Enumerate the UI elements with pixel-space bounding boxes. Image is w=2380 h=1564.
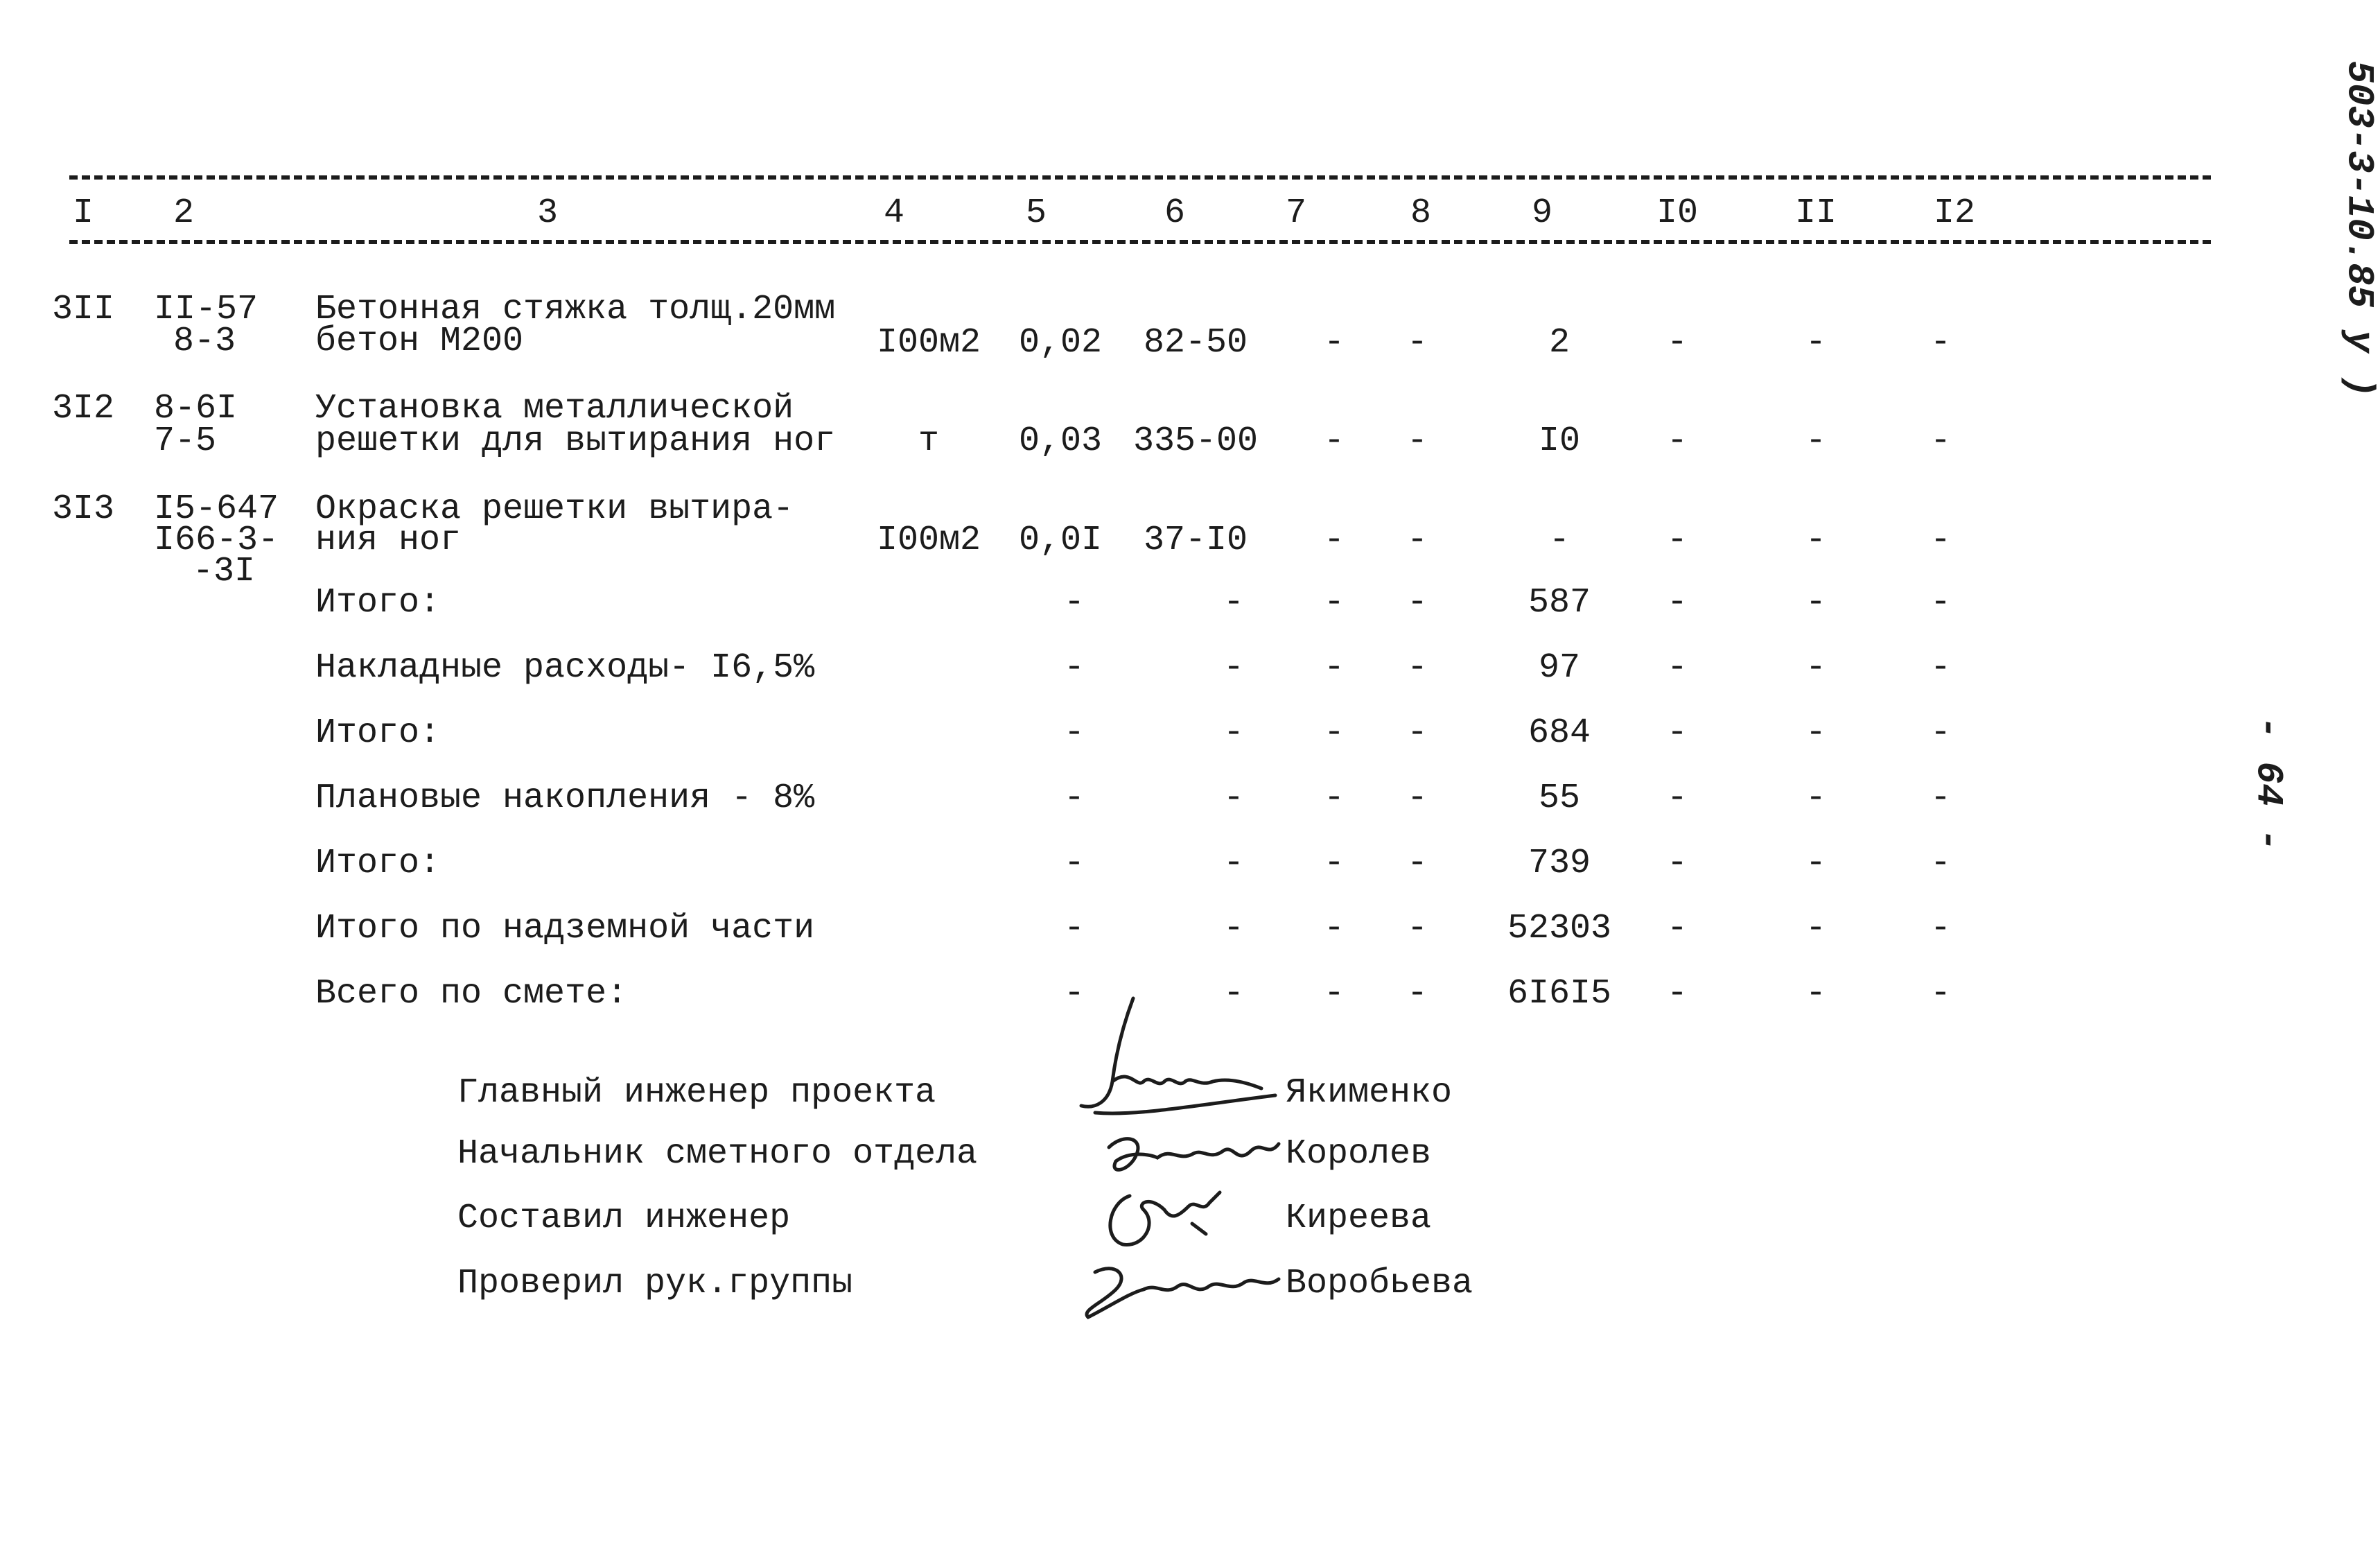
row-col8: - xyxy=(1406,521,1428,560)
total-col9: 6I6I5 xyxy=(1507,974,1612,1014)
total-col6: - xyxy=(1223,909,1244,948)
row-quantity: 0,02 xyxy=(1018,323,1103,363)
row-description: решетки для вытирания ног xyxy=(315,422,836,461)
row-code: I66-3- xyxy=(154,521,279,560)
total-col5: - xyxy=(1063,909,1085,948)
row-unit: I00м2 xyxy=(876,323,981,363)
total-col5: - xyxy=(1063,844,1085,883)
total-col7: - xyxy=(1323,779,1345,818)
signature-role: Начальник сметного отдела xyxy=(457,1134,978,1174)
row-unit: т xyxy=(918,422,939,461)
total-col8: - xyxy=(1406,648,1428,688)
total-col5: - xyxy=(1063,648,1085,688)
total-col11: - xyxy=(1805,909,1826,948)
totals-label: Накладные расходы- I6,5% xyxy=(315,648,815,688)
totals-label: Итого: xyxy=(315,713,441,753)
col-header-1: I xyxy=(72,193,94,233)
row-description: бетон М200 xyxy=(315,322,524,361)
col-header-12: I2 xyxy=(1933,193,1975,233)
row-col8: - xyxy=(1406,422,1428,461)
handwritten-signature xyxy=(1088,1182,1241,1258)
row-number: 3I3 xyxy=(52,489,115,529)
handwritten-signature xyxy=(1095,1120,1289,1189)
totals-label: Плановые накопления - 8% xyxy=(315,779,815,818)
signature-role: Проверил рук.группы xyxy=(457,1264,853,1303)
total-col9: 52303 xyxy=(1507,909,1612,948)
total-col12: - xyxy=(1930,713,1951,753)
total-col9: 587 xyxy=(1528,583,1591,623)
row-number: 3I2 xyxy=(52,389,115,428)
total-col9: 684 xyxy=(1528,713,1591,753)
col-header-6: 6 xyxy=(1164,193,1185,233)
row-quantity: 0,0I xyxy=(1018,521,1103,560)
row-unit: I00м2 xyxy=(876,521,981,560)
signature-name: Воробьева xyxy=(1286,1264,1473,1303)
totals-label: Всего по смете: xyxy=(315,974,628,1014)
col-header-3: 3 xyxy=(536,193,558,233)
total-col11: - xyxy=(1805,648,1826,688)
row-price: 335-00 xyxy=(1133,422,1259,461)
row-code: 8-6I xyxy=(154,389,238,428)
total-col8: - xyxy=(1406,844,1428,883)
signature-role: Составил инженер xyxy=(457,1199,791,1238)
row-code: II-57 xyxy=(154,290,259,329)
col-header-7: 7 xyxy=(1285,193,1306,233)
total-col6: - xyxy=(1223,713,1244,753)
row-col10: - xyxy=(1666,521,1688,560)
row-col12: - xyxy=(1930,323,1951,363)
row-price: 37-I0 xyxy=(1143,521,1248,560)
total-col6: - xyxy=(1223,974,1244,1014)
row-description: Окраска решетки вытира- xyxy=(315,489,794,529)
row-col10: - xyxy=(1666,422,1688,461)
total-col11: - xyxy=(1805,713,1826,753)
row-col11: - xyxy=(1805,323,1826,363)
total-col8: - xyxy=(1406,779,1428,818)
signature-name: Киреева xyxy=(1286,1199,1432,1238)
totals-label: Итого: xyxy=(315,844,441,883)
page-number: - 64 - xyxy=(2246,716,2289,851)
total-col6: - xyxy=(1223,844,1244,883)
row-col12: - xyxy=(1930,422,1951,461)
col-header-5: 5 xyxy=(1025,193,1047,233)
totals-label: Итого: xyxy=(315,583,441,623)
total-col5: - xyxy=(1063,583,1085,623)
total-col11: - xyxy=(1805,583,1826,623)
row-description: ния ног xyxy=(315,521,462,560)
total-col8: - xyxy=(1406,713,1428,753)
total-col7: - xyxy=(1323,844,1345,883)
total-col5: - xyxy=(1063,779,1085,818)
header-bottom-rule xyxy=(69,240,2211,244)
total-col9: 739 xyxy=(1528,844,1591,883)
row-col8: - xyxy=(1406,323,1428,363)
row-col7: - xyxy=(1323,521,1345,560)
total-col10: - xyxy=(1666,713,1688,753)
total-col7: - xyxy=(1323,909,1345,948)
total-col7: - xyxy=(1323,583,1345,623)
row-col9: 2 xyxy=(1548,323,1570,363)
row-col11: - xyxy=(1805,422,1826,461)
col-header-10: I0 xyxy=(1656,193,1698,233)
signature-name: Королев xyxy=(1286,1134,1432,1174)
total-col12: - xyxy=(1930,974,1951,1014)
row-col7: - xyxy=(1323,422,1345,461)
row-col10: - xyxy=(1666,323,1688,363)
total-col5: - xyxy=(1063,974,1085,1014)
document-code-stamp: 503-3-10.85 у ) xyxy=(2337,60,2380,398)
row-col12: - xyxy=(1930,521,1951,560)
col-header-11: II xyxy=(1794,193,1837,233)
totals-label: Итого по надземной части xyxy=(315,909,815,948)
total-col10: - xyxy=(1666,844,1688,883)
total-col8: - xyxy=(1406,974,1428,1014)
handwritten-signature xyxy=(1067,1251,1289,1328)
row-col9: I0 xyxy=(1538,422,1580,461)
total-col7: - xyxy=(1323,974,1345,1014)
col-header-2: 2 xyxy=(173,193,194,233)
row-code: 8-3 xyxy=(173,322,236,361)
total-col7: - xyxy=(1323,648,1345,688)
total-col12: - xyxy=(1930,844,1951,883)
total-col9: 97 xyxy=(1538,648,1580,688)
row-code: 7-5 xyxy=(154,422,217,461)
row-col7: - xyxy=(1323,323,1345,363)
total-col11: - xyxy=(1805,974,1826,1014)
total-col6: - xyxy=(1223,779,1244,818)
total-col10: - xyxy=(1666,779,1688,818)
row-code: -3I xyxy=(193,552,256,591)
row-description: Установка металлической xyxy=(315,389,794,428)
row-col11: - xyxy=(1805,521,1826,560)
total-col7: - xyxy=(1323,713,1345,753)
total-col10: - xyxy=(1666,648,1688,688)
total-col6: - xyxy=(1223,583,1244,623)
total-col12: - xyxy=(1930,779,1951,818)
total-col5: - xyxy=(1063,713,1085,753)
signature-name: Якименко xyxy=(1286,1073,1453,1113)
total-col12: - xyxy=(1930,583,1951,623)
col-header-9: 9 xyxy=(1531,193,1552,233)
total-col8: - xyxy=(1406,909,1428,948)
total-col10: - xyxy=(1666,909,1688,948)
total-col12: - xyxy=(1930,909,1951,948)
row-quantity: 0,03 xyxy=(1018,422,1103,461)
total-col10: - xyxy=(1666,583,1688,623)
row-code: I5-647 xyxy=(154,489,279,529)
row-col9: - xyxy=(1548,521,1570,560)
col-header-8: 8 xyxy=(1410,193,1431,233)
total-col8: - xyxy=(1406,583,1428,623)
total-col6: - xyxy=(1223,648,1244,688)
row-price: 82-50 xyxy=(1143,323,1248,363)
signature-role: Главный инженер проекта xyxy=(457,1073,936,1113)
total-col11: - xyxy=(1805,844,1826,883)
total-col10: - xyxy=(1666,974,1688,1014)
col-header-4: 4 xyxy=(883,193,904,233)
row-description: Бетонная стяжка толщ.20мм xyxy=(315,290,836,329)
total-col12: - xyxy=(1930,648,1951,688)
row-number: 3II xyxy=(52,290,115,329)
handwritten-signature xyxy=(1053,984,1303,1130)
total-col11: - xyxy=(1805,779,1826,818)
header-top-rule xyxy=(69,175,2211,180)
total-col9: 55 xyxy=(1538,779,1580,818)
